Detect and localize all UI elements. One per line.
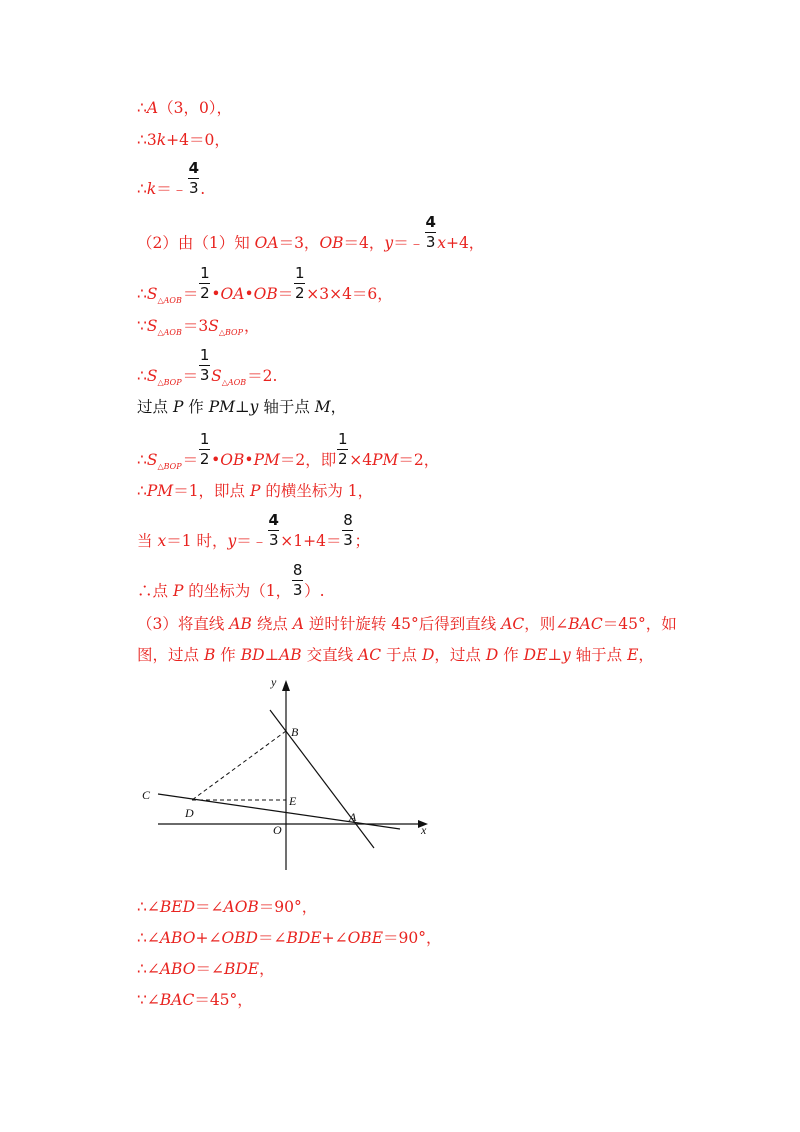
area-symbol: S xyxy=(146,367,158,385)
variable: y xyxy=(561,646,571,664)
variable: y xyxy=(227,532,237,550)
fraction xyxy=(424,213,437,253)
segment: PM xyxy=(146,482,174,500)
area-symbol: S xyxy=(208,317,219,335)
text: 于点 xyxy=(381,646,422,664)
angle-label: BDE xyxy=(286,929,322,947)
denominator: 2 xyxy=(337,450,348,468)
text: 轴于点 xyxy=(570,646,628,664)
denominator: 3 xyxy=(292,581,303,599)
text: 当 xyxy=(137,532,158,550)
segment: BD xyxy=(240,646,265,664)
text: 交直线 xyxy=(301,646,359,664)
subscript: △BOP xyxy=(157,378,182,387)
angle-label: ABO xyxy=(159,960,196,978)
point-label: P xyxy=(172,582,184,600)
text: ＝45°，如 xyxy=(602,615,677,633)
text: ＝ xyxy=(182,285,199,303)
text: ＝3， xyxy=(278,234,320,252)
area-symbol: S xyxy=(211,367,222,385)
solution-line-9 xyxy=(137,430,440,473)
segment: AB xyxy=(279,646,302,664)
point-label: P xyxy=(249,482,261,500)
text: +∠ xyxy=(321,929,348,947)
point-label: M xyxy=(314,398,331,416)
fraction xyxy=(291,561,304,601)
text: 图，过点 xyxy=(137,646,204,664)
point-label: P xyxy=(172,398,184,416)
solution-line-10 xyxy=(137,481,373,501)
segment: DE xyxy=(523,646,548,664)
text: . xyxy=(200,180,206,198)
text: ＝﹣ xyxy=(393,234,425,252)
solution-line-7 xyxy=(137,346,278,389)
text: 的横坐标为 1， xyxy=(260,482,374,500)
subscript: △AOB xyxy=(157,328,182,337)
numerator: 8 xyxy=(292,561,303,579)
therefore-symbol: ∴ xyxy=(137,285,147,303)
text: +4， xyxy=(445,234,485,252)
text: • xyxy=(244,451,254,469)
text: ＝ xyxy=(277,285,294,303)
fraction xyxy=(198,264,211,304)
text: ∴点 xyxy=(137,582,173,600)
solution-line-6 xyxy=(137,316,260,339)
numerator: 4 xyxy=(425,213,436,231)
point-label: A xyxy=(292,615,304,633)
text: 轴于点 xyxy=(258,398,315,416)
angle-label: OBD xyxy=(221,929,258,947)
segment: PM xyxy=(208,398,236,416)
point-label: D xyxy=(421,646,435,664)
text: ＝90°， xyxy=(383,929,442,947)
text: ，过点 xyxy=(434,646,486,664)
x-axis-label: x xyxy=(421,823,427,837)
variable: x xyxy=(157,532,167,550)
geometry-figure xyxy=(138,672,438,872)
area-symbol: S xyxy=(146,317,158,335)
solution-line-3 xyxy=(137,159,206,199)
segment: OB xyxy=(220,451,245,469)
y-axis-arrow xyxy=(282,680,290,691)
text: ∵∠ xyxy=(137,991,160,1009)
numerator: 1 xyxy=(199,346,210,364)
fraction xyxy=(198,346,211,386)
solution-line-17 xyxy=(137,959,275,979)
text: ， xyxy=(330,398,347,416)
fraction xyxy=(187,159,200,199)
denominator: 3 xyxy=(268,531,279,549)
text: +4＝0， xyxy=(166,131,230,149)
denominator: 3 xyxy=(199,366,210,384)
text: 过点 xyxy=(137,398,173,416)
angle-label: ABO xyxy=(159,929,196,947)
point-label: A xyxy=(146,99,159,117)
text: 的坐标为（1， xyxy=(183,582,292,600)
text: • xyxy=(211,285,221,303)
text: ×4 xyxy=(349,451,373,469)
fraction xyxy=(336,430,349,470)
numerator: 4 xyxy=(268,511,279,529)
text: ＝∠ xyxy=(195,960,224,978)
text: ＝∠ xyxy=(257,929,287,947)
text: • xyxy=(211,451,221,469)
origin-label: O xyxy=(273,823,282,837)
subscript: △BOP xyxy=(157,462,182,471)
segment: OB xyxy=(319,234,344,252)
text: ＝ xyxy=(182,367,199,385)
text: 逆时针旋转 45°后得到直线 xyxy=(303,615,502,633)
text: +∠ xyxy=(195,929,222,947)
text: ＝2. xyxy=(247,367,278,385)
because-symbol: ∵ xyxy=(137,317,147,335)
solution-line-12 xyxy=(137,561,325,601)
text: ＝4， xyxy=(343,234,385,252)
text: ＝﹣ xyxy=(236,532,268,550)
text: ＝1 时， xyxy=(166,532,228,550)
text: （2）由（1）知 xyxy=(137,234,255,252)
solution-line-1 xyxy=(137,98,232,118)
variable: y xyxy=(249,398,259,416)
numerator: 1 xyxy=(200,264,210,282)
perpendicular-symbol: ⊥ xyxy=(235,398,250,416)
variable: k xyxy=(156,131,167,149)
solution-line-18 xyxy=(137,990,253,1010)
text: ， xyxy=(244,317,260,335)
point-d-label: D xyxy=(185,806,194,820)
angle-label: BAC xyxy=(159,991,195,1009)
fraction xyxy=(198,430,211,470)
point-label: E xyxy=(627,646,639,664)
perpendicular-symbol: ⊥ xyxy=(547,646,562,664)
angle-label: BAC xyxy=(568,615,603,633)
denominator: 2 xyxy=(199,450,210,468)
text: ∴∠ xyxy=(137,929,160,947)
segment-bd xyxy=(192,731,286,800)
fraction xyxy=(267,511,280,551)
subscript: △AOB xyxy=(157,296,182,305)
text: ， xyxy=(638,646,654,664)
denominator: 2 xyxy=(294,284,305,302)
text: 作 xyxy=(498,646,524,664)
text: 作 xyxy=(183,398,209,416)
segment: AC xyxy=(501,615,525,633)
text: ＝3 xyxy=(182,317,209,335)
text: （3，0）， xyxy=(158,99,233,117)
segment: AB xyxy=(229,615,252,633)
text: ＝2，即 xyxy=(279,451,337,469)
point-c-label: C xyxy=(142,788,151,802)
variable: x xyxy=(437,234,446,252)
therefore-symbol: ∴ xyxy=(137,482,147,500)
angle-label: BED xyxy=(159,898,195,916)
point-b-label: B xyxy=(291,725,299,739)
text: ＝2， xyxy=(398,451,440,469)
therefore-symbol: ∴ xyxy=(137,451,147,469)
text: ＝﹣ xyxy=(156,180,188,198)
text: ∴∠ xyxy=(137,898,160,916)
solution-line-15 xyxy=(137,897,317,917)
numerator: 1 xyxy=(294,264,305,282)
point-label: B xyxy=(203,646,216,664)
segment: OA xyxy=(254,234,279,252)
angle-label: BDE xyxy=(223,960,260,978)
therefore-symbol: ∴ xyxy=(137,99,147,117)
segment: OB xyxy=(253,285,278,303)
fraction xyxy=(293,264,306,304)
text: （3）将直线 xyxy=(137,615,230,633)
area-symbol: S xyxy=(146,285,158,303)
text: ×1+4＝ xyxy=(280,532,342,550)
denominator: 3 xyxy=(189,179,199,197)
solution-line-16 xyxy=(137,928,442,948)
therefore-symbol: ∴ xyxy=(137,367,147,385)
text: ＝ xyxy=(182,451,199,469)
solution-line-8 xyxy=(137,397,346,417)
denominator: 2 xyxy=(200,284,210,302)
text: ； xyxy=(354,532,370,550)
denominator: 3 xyxy=(343,531,353,549)
numerator: 1 xyxy=(337,430,348,448)
therefore-symbol: ∴ xyxy=(137,180,147,198)
text: 作 xyxy=(215,646,241,664)
variable: k xyxy=(146,180,157,198)
text: ）. xyxy=(304,582,325,600)
segment: PM xyxy=(372,451,399,469)
subscript: △BOP xyxy=(218,328,243,337)
solution-line-4 xyxy=(137,213,485,253)
variable: y xyxy=(384,234,394,252)
numerator: 4 xyxy=(188,159,200,177)
text: ∴∠ xyxy=(137,960,160,978)
denominator: 3 xyxy=(425,233,436,251)
solution-line-13 xyxy=(137,614,677,634)
solution-line-2 xyxy=(137,130,230,150)
text: 绕点 xyxy=(251,615,293,633)
point-a-label: A xyxy=(349,810,357,824)
text: ＝1，即点 xyxy=(173,482,250,500)
point-label: D xyxy=(485,646,499,664)
perpendicular-symbol: ⊥ xyxy=(264,646,280,664)
text: ＝90°， xyxy=(258,898,318,916)
solution-line-5 xyxy=(137,264,393,307)
text: ， xyxy=(259,960,275,978)
angle-label: AOB xyxy=(223,898,259,916)
y-axis-label: y xyxy=(271,675,277,689)
text: ＝45°， xyxy=(194,991,253,1009)
area-symbol: S xyxy=(146,451,158,469)
segment: OA xyxy=(220,285,245,303)
solution-line-14 xyxy=(137,645,654,665)
segment: PM xyxy=(253,451,280,469)
angle-label: OBE xyxy=(347,929,384,947)
numerator: 8 xyxy=(343,511,353,529)
text: ×3×4＝6， xyxy=(306,285,393,303)
numerator: 1 xyxy=(199,430,210,448)
text: ＝∠ xyxy=(195,898,224,916)
solution-line-11 xyxy=(137,511,370,551)
subscript: △AOB xyxy=(221,378,247,387)
text: ∴3 xyxy=(137,131,157,149)
text: • xyxy=(244,285,254,303)
point-e-label: E xyxy=(289,794,297,808)
segment: AC xyxy=(358,646,382,664)
text: ，则∠ xyxy=(524,615,569,633)
fraction xyxy=(341,511,354,551)
